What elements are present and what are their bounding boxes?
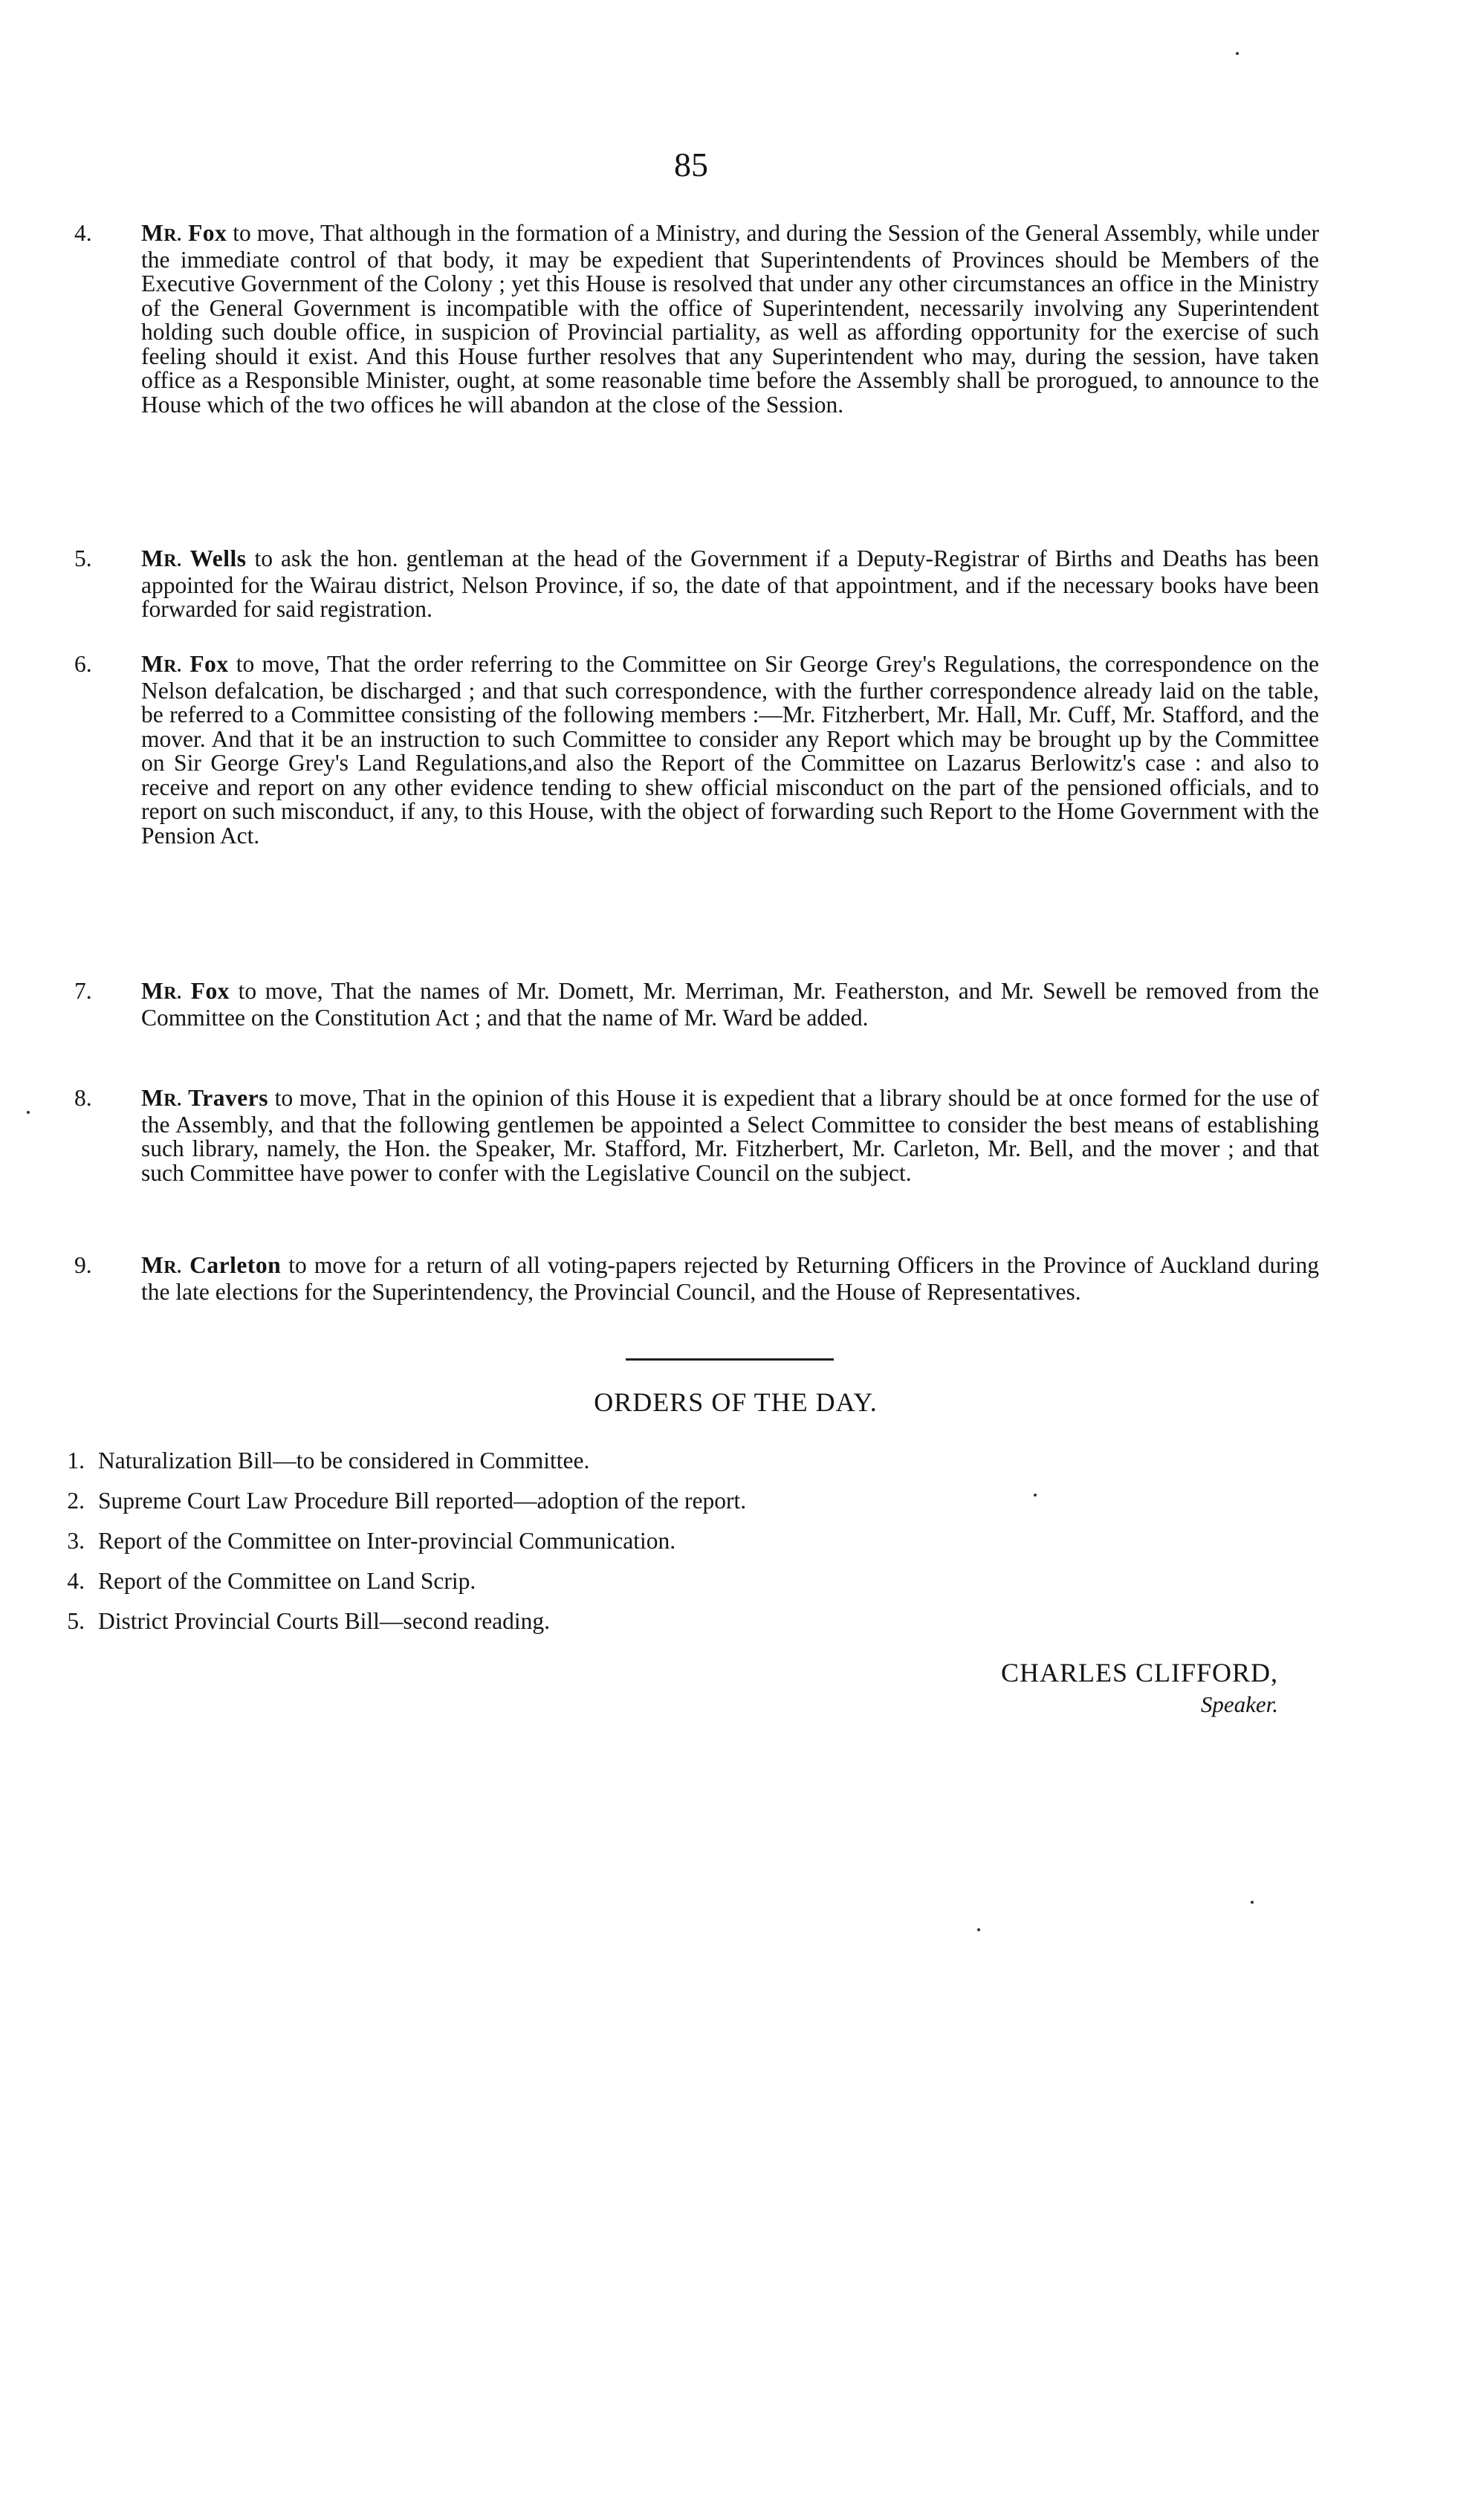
section-divider — [626, 1358, 834, 1361]
order-item — [45, 1526, 1159, 1556]
order-item — [45, 1446, 1159, 1476]
page-number: 85 — [674, 146, 708, 184]
order-text: Report of the Committee on Land Scrip. — [98, 1568, 476, 1594]
order-item — [45, 1566, 1159, 1596]
order-text: Report of the Committee on Inter-provincial Communication. — [98, 1528, 676, 1554]
order-item — [45, 1486, 1159, 1516]
member-name-label: MR. Carleton — [141, 1252, 282, 1278]
notice-item — [74, 1252, 1320, 1305]
order-text: District Provincial Courts Bill—second reading. — [98, 1608, 551, 1634]
member-name-label: MR. Wells — [141, 545, 247, 571]
scan-speck — [27, 1111, 30, 1114]
notice-number: 5. — [74, 545, 92, 571]
order-number: 1. — [67, 1448, 85, 1474]
member-name-label: MR. Fox — [141, 220, 227, 246]
notice-text: to move, That although in the formation of a Ministry, and during the Session of the General Assembly, while under the immediate control of that body, it may be expedient that Superintendents of Provinces should be Members of the Executive Government of the Colony ; yet this House is resolved that under any other circumstances an office in the Ministry of the General Government is incompatible with the office of Superintendent, necessarily involving any Superintendent holding such double office, in suspicion of Provincial partiality, as well as affording opportunity for the exercise of such feeling should it exist. And this House further resolves that any Superintendent who may, during the session, have taken office as a Responsible Minister, ought, at some reasonable time before the Assembly shall be prorogued, to announce to the House which of the two offices he will abandon at the close of the Session. — [141, 220, 1320, 418]
signature-title: Speaker. — [1200, 1691, 1278, 1717]
scan-speck — [1034, 1494, 1037, 1497]
member-name-label: MR. Fox — [141, 978, 230, 1004]
orders-heading: ORDERS OF THE DAY. — [594, 1387, 878, 1417]
notice-number: 7. — [74, 978, 92, 1004]
scan-speck — [1236, 52, 1239, 55]
notice-text: to move for a return of all voting-papers rejected by Returning Officers in the Province of Auckland during the late elections for the Superintendency, the Provincial Council, and the House of Representatives. — [141, 1252, 1320, 1305]
notice-item — [74, 1085, 1319, 1186]
order-number: 4. — [67, 1568, 85, 1594]
member-name-label: MR. Fox — [141, 651, 229, 677]
order-item — [45, 1607, 1159, 1636]
notice-text: to ask the hon. gentleman at the head of the Government if a Deputy-Registrar of Births and Deaths has been appointed for the Wairau district, Nelson Province, if so, the date of that appointment, and if the necessary books have been forwarded for said registration. — [141, 545, 1320, 622]
notice-item — [74, 545, 1320, 622]
order-number: 3. — [67, 1528, 85, 1554]
order-number: 2. — [67, 1488, 85, 1514]
notice-item — [74, 651, 1320, 849]
order-text: Supreme Court Law Procedure Bill reported—adoption of the report. — [98, 1488, 747, 1514]
notice-number: 8. — [74, 1085, 92, 1111]
notice-number: 9. — [74, 1252, 92, 1278]
notice-item — [74, 220, 1320, 418]
member-name-label: MR. Travers — [141, 1085, 268, 1111]
notice-text: to move, That the names of Mr. Domett, Mr. Merriman, Mr. Featherston, and Mr. Sewell be removed from the Committee on the Constitution Act ; and that the name of Mr. Ward be added. — [141, 978, 1320, 1031]
order-number: 5. — [67, 1608, 85, 1634]
scan-speck — [1251, 1901, 1254, 1904]
notice-item — [74, 978, 1320, 1031]
scan-speck — [977, 1928, 980, 1931]
notice-number: 4. — [74, 220, 92, 246]
order-text: Naturalization Bill—to be considered in Committee. — [98, 1448, 590, 1474]
notice-number: 6. — [74, 651, 92, 677]
notice-text: to move, That in the opinion of this House it is expedient that a library should be at once formed for the use of the Assembly, and that the following gentlemen be appointed a Select Committee to consider the best means of establishing such library, namely, the Hon. the Speaker, Mr. Stafford, Mr. Fitzherbert, Mr. Carleton, Mr. Bell, and the mover ; and that such Committee have power to confer with the Legislative Council on the subject. — [141, 1085, 1319, 1186]
signature-name: CHARLES CLIFFORD, — [1000, 1658, 1278, 1688]
notice-text: to move, That the order referring to the Committee on Sir George Grey's Regulations, the correspondence on the Nelson defalcation, be discharged ; and that such correspondence, with the further correspondence already laid on the table, be referred to a Committee consisting of the following members :—Mr. Fitzherbert, Mr. Hall, Mr. Cuff, Mr. Stafford, and the mover. And that it be an instruction to such Committee to consider any Report which may be brought up by the Committee on Sir George Grey's Land Regulations,and also the Report of the Committee on Lazarus Berlowitz's case : and also to receive and report on any other evidence tending to shew official misconduct on the part of the pensioned officials, and to report on such misconduct, if any, to this House, with the object of forwarding such Report to the Home Government with the Pension Act. — [141, 651, 1320, 849]
